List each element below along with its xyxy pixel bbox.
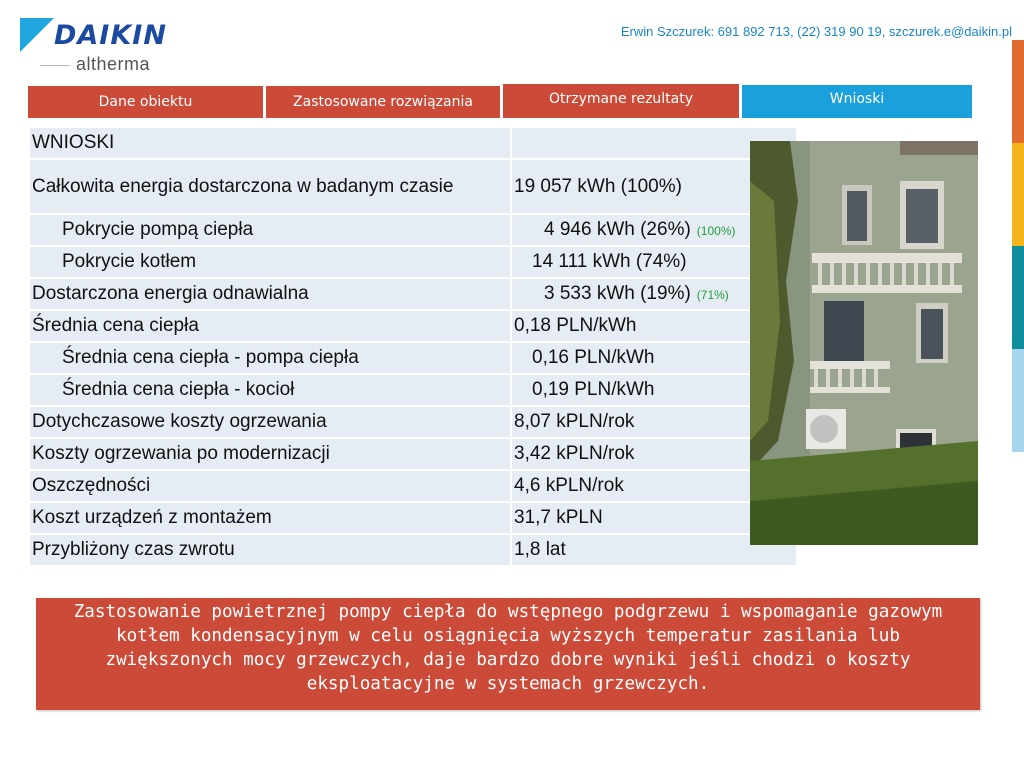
conclusions-table [28, 126, 798, 567]
row-label: Średnia cena ciepła - pompa ciepła [29, 342, 511, 374]
row-value: 0,18 PLN/kWh [511, 310, 797, 342]
table-row [29, 342, 797, 374]
contact-info: Erwin Szczurek: 691 892 713, (22) 319 90 19, szczurek.e@daikin.pl [620, 24, 1012, 39]
stripe-teal [1012, 246, 1024, 349]
tab-wnioski[interactable]: Wnioski [742, 85, 972, 118]
row-value: 4 946 kWh (26%) [544, 219, 691, 240]
table-row [29, 246, 797, 278]
row-label: Całkowita energia dostarczona w badanym czasie [29, 159, 511, 214]
row-label: Koszt urządzeń z montażem [29, 502, 511, 534]
table-row [29, 470, 797, 502]
stripe-light-blue [1012, 349, 1024, 452]
row-label: Pokrycie pompą ciepła [29, 214, 511, 246]
row-value: 3,42 kPLN/rok [511, 438, 797, 470]
table-row [29, 310, 797, 342]
stripe-yellow [1012, 143, 1024, 246]
row-label: Pokrycie kotłem [29, 246, 511, 278]
tab-dane-obiektu[interactable]: Dane obiektu [28, 86, 263, 118]
row-label: Koszty ogrzewania po modernizacji [29, 438, 511, 470]
row-value: 3 533 kWh (19%) [544, 283, 691, 304]
table-row [29, 159, 797, 214]
table-row [29, 214, 797, 246]
row-value: 0,19 PLN/kWh [511, 374, 797, 406]
row-label: Średnia cena ciepła [29, 310, 511, 342]
tab-zastosowane-rozwiazania[interactable]: Zastosowane rozwiązania [266, 86, 500, 118]
row-label: Średnia cena ciepła - kocioł [29, 374, 511, 406]
row-value: 19 057 kWh (100%) [511, 159, 797, 214]
table-row [29, 438, 797, 470]
row-value: 8,07 kPLN/rok [511, 406, 797, 438]
row-label: Dotychczasowe koszty ogrzewania [29, 406, 511, 438]
row-value: 1,8 lat [511, 534, 797, 566]
table-header-row [29, 127, 797, 159]
daikin-logo [20, 18, 190, 78]
row-value: 31,7 kPLN [511, 502, 797, 534]
row-value: 4,6 kPLN/rok [511, 470, 797, 502]
row-value: 0,16 PLN/kWh [511, 342, 797, 374]
table-row [29, 374, 797, 406]
row-label: Oszczędności [29, 470, 511, 502]
table-header: WNIOSKI [29, 127, 511, 159]
tab-otrzymane-rezultaty[interactable]: Otrzymane rezultaty [503, 84, 739, 118]
row-percent: (71%) [696, 288, 729, 302]
table-row [29, 534, 797, 566]
building-photo [750, 141, 978, 545]
conclusion-box: Zastosowanie powietrznej pompy ciepła do wstępnego podgrzewu i wspomaganie gazowym kotłem kondensacyjnym w celu osiągnięcia wyższych temperatur zasilania lub zwiększonych mocy grzewczych, daje bardzo dobre wyniki jeśli chodzi o koszty eksploatacyjne w systemach grzewczych. [36, 598, 980, 710]
table-row [29, 406, 797, 438]
row-value: 14 111 kWh (74%) [511, 246, 797, 278]
row-label: Dostarczona energia odnawialna [29, 278, 511, 310]
table-row [29, 278, 797, 310]
logo-wordmark: DAIKIN [54, 20, 167, 51]
table-row [29, 502, 797, 534]
stripe-orange [1012, 40, 1024, 143]
logo-triangle-icon [20, 18, 54, 52]
row-percent: (100%) [696, 224, 736, 238]
row-label: Przybliżony czas zwrotu [29, 534, 511, 566]
logo-subtitle: altherma [76, 54, 151, 74]
